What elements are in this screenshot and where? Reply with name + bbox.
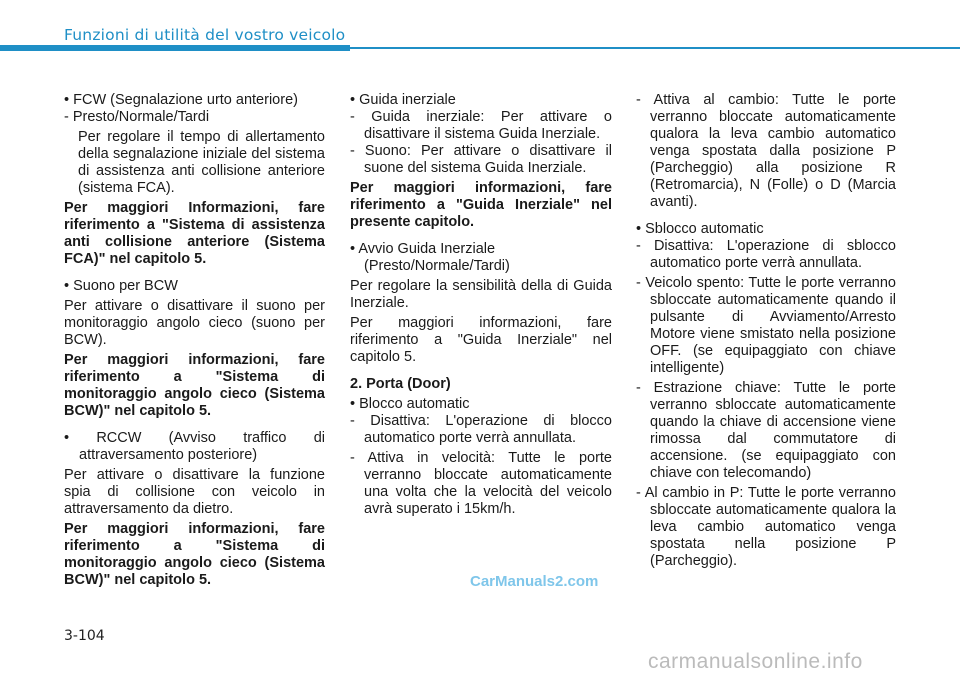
- bcw-reference: Per maggiori informazioni, fare riferimento a "Sistema di monitoraggio angolo cieco (Sistema BCW)" nel capitolo 5.: [64, 352, 325, 419]
- column-middle: [350, 92, 612, 518]
- header-rule: [350, 47, 960, 49]
- avvio-description: Per regolare la sensibilità della di Guida Inerziale.: [350, 278, 612, 311]
- avvio-options: (Presto/Normale/Tardi): [364, 258, 510, 274]
- cambio-option: - Attiva al cambio: Tutte le porte verranno bloccate automaticamente qualora la leva cambio automatico venga spostata dalla posizione P (Parcheggio) alla posizione R (Retromarcia), N (Folle) o D (Marcia avanti).: [636, 92, 896, 210]
- column-right: [636, 92, 896, 570]
- bcw-title: • Suono per BCW: [64, 278, 325, 295]
- fcw-reference: Per maggiori Informazioni, fare riferimento a "Sistema di assistenza anti collisione anteriore (Sistema FCA)" nel capitolo 5.: [64, 200, 325, 267]
- guida-option-2: - Suono: Per attivare o disattivare il suone del sistema Guida Inerziale.: [350, 143, 612, 176]
- fcw-description: Per regolare il tempo di allertamento della segnalazione iniziale del sistema di assistenza anti collisione anteriore (sistema FCA).: [78, 129, 325, 196]
- sblocco-option-2: - Veicolo spento: Tutte le porte verranno sbloccate automaticamente quando il pulsante di Avviamento/Arresto Motore viene smistato nella posizione OFF. (se equipaggiato con chiave intelligente): [636, 275, 896, 376]
- page-number: 3-104: [64, 628, 105, 644]
- sblocco-option-1: - Disattiva: L'operazione di sblocco automatico porte verrà annullata.: [636, 238, 896, 271]
- header-accent-bar: [0, 45, 350, 51]
- fcw-option: - Presto/Normale/Tardi: [64, 109, 210, 125]
- guida-title: • Guida inerziale: [350, 92, 612, 109]
- rccw-description: Per attivare o disattivare la funzione spia di collisione con veicolo in attraversamento da dietro.: [64, 467, 325, 517]
- fcw-title: • FCW (Segnalazione urto anteriore): [64, 92, 325, 109]
- rccw-title: • RCCW (Avviso traffico di attraversamento posteriore): [64, 430, 325, 464]
- blocco-option-2: - Attiva in velocità: Tutte le porte verranno bloccate automaticamente una volta che la velocità del veicolo avrà superato i 15km/h.: [350, 450, 612, 517]
- guida-option-1: - Guida inerziale: Per attivare o disattivare il sistema Guida Inerziale.: [350, 109, 612, 142]
- avvio-reference: Per maggiori informazioni, fare riferimento a "Guida Inerziale" nel capitolo 5.: [350, 315, 612, 365]
- column-left: [64, 92, 325, 589]
- bcw-description: Per attivare o disattivare il suono per monitoraggio angolo cieco (suono per BCW).: [64, 298, 325, 348]
- rccw-reference: Per maggiori informazioni, fare riferimento a "Sistema di monitoraggio angolo cieco (Sistema BCW)" nel capitolo 5.: [64, 521, 325, 588]
- page-section-title: Funzioni di utilità del vostro veicolo: [64, 26, 346, 44]
- watermark-carmanualsonline: carmanualsonline.info: [648, 650, 863, 673]
- sblocco-option-4: - Al cambio in P: Tutte le porte verranno sbloccate automaticamente qualora la leva cambio automatico venga spostata nella posizione P (Parcheggio).: [636, 485, 896, 569]
- watermark-carmanuals2: CarManuals2.com: [470, 573, 599, 590]
- sblocco-option-3: - Estrazione chiave: Tutte le porte verranno sbloccate automaticamente quando la chiave di accensione viene rimossa dal commutatore di accensione. (se equipaggiato con chiave con telecomando): [636, 380, 896, 481]
- blocco-title: • Blocco automatic: [350, 396, 612, 413]
- porta-heading: 2. Porta (Door): [350, 376, 451, 392]
- sblocco-title: • Sblocco automatic: [636, 221, 896, 238]
- blocco-option-1: - Disattiva: L'operazione di blocco automatico porte verrà annullata.: [350, 413, 612, 446]
- guida-reference: Per maggiori informazioni, fare riferimento a "Guida Inerziale" nel presente capitolo.: [350, 180, 612, 230]
- avvio-title: • Avvio Guida Inerziale: [350, 241, 612, 258]
